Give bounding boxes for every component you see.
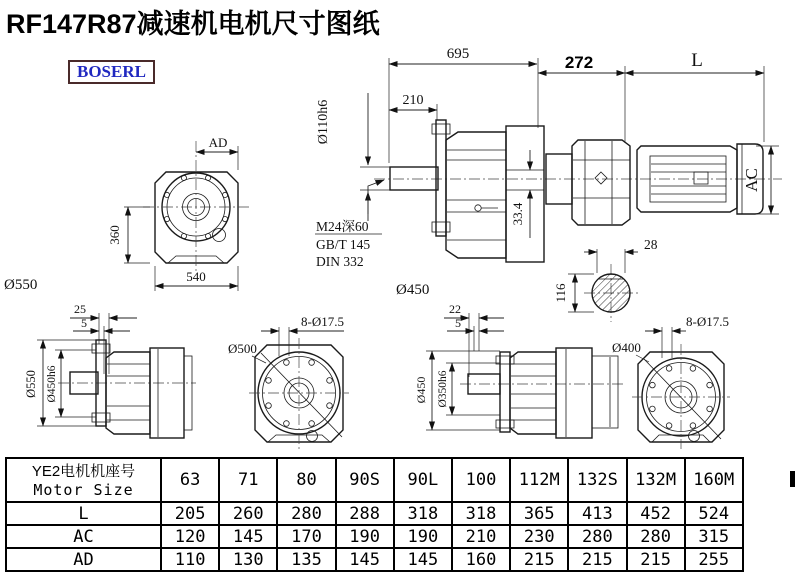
- cell: 190: [394, 525, 452, 548]
- motor-size-header-en: Motor Size: [33, 480, 134, 499]
- front-view: [107, 135, 249, 291]
- cell: 215: [627, 548, 685, 571]
- motor-size-table: [5, 457, 744, 572]
- dim-28: 28: [644, 237, 658, 252]
- brand-logo: BOSERL: [68, 60, 155, 84]
- cell: 145: [336, 548, 394, 571]
- bv1-spigot-dia: Ø450h6: [46, 365, 58, 403]
- standard-gbt: GB/T 145: [316, 237, 371, 252]
- cell: 135: [277, 548, 335, 571]
- dim-25: 25: [74, 302, 86, 316]
- cell: 255: [685, 548, 743, 571]
- cell: 170: [277, 525, 335, 548]
- cell: 130: [219, 548, 277, 571]
- cell: 160: [452, 548, 510, 571]
- col-header: 71: [219, 458, 277, 502]
- cell: 280: [627, 525, 685, 548]
- cell: 280: [277, 502, 335, 525]
- dim-210: 210: [402, 93, 424, 108]
- cell: 524: [685, 502, 743, 525]
- row-label: L: [6, 502, 161, 525]
- cell: 315: [685, 525, 743, 548]
- cell: 230: [510, 525, 568, 548]
- thread-note: M24深60: [316, 219, 369, 234]
- row-label: AC: [6, 525, 161, 548]
- dim-L: L: [691, 50, 703, 71]
- bottom-view-4: [612, 314, 730, 449]
- cell: 215: [568, 548, 626, 571]
- cell: 210: [452, 525, 510, 548]
- dim-272: 272: [564, 53, 594, 72]
- col-header: 90L: [394, 458, 452, 502]
- standard-din: DIN 332: [316, 254, 364, 269]
- col-header: 112M: [510, 458, 568, 502]
- dim-AC: AC: [742, 168, 761, 192]
- cell: 190: [336, 525, 394, 548]
- col-header: 132M: [627, 458, 685, 502]
- table-row-L: [6, 502, 743, 525]
- bv4-flange-dia: Ø400: [612, 340, 641, 355]
- row-label: AD: [6, 548, 161, 571]
- cell: 145: [394, 548, 452, 571]
- cell: 318: [452, 502, 510, 525]
- dim-695: 695: [446, 46, 470, 62]
- cell: 215: [510, 548, 568, 571]
- dim-540: 540: [186, 269, 206, 284]
- bv3-spigot-dia: Ø350h6: [437, 370, 449, 408]
- cell: 413: [568, 502, 626, 525]
- bottom-view-2: [228, 314, 349, 449]
- col-header: 100: [452, 458, 510, 502]
- dim-116: 116: [553, 283, 568, 303]
- cell: 110: [161, 548, 219, 571]
- flange-dia-450: Ø450: [396, 282, 430, 298]
- cell: 145: [219, 525, 277, 548]
- shaft-callout: [4, 93, 429, 298]
- cell: 280: [568, 525, 626, 548]
- dim-5b: 5: [455, 316, 461, 330]
- col-header: 80: [277, 458, 335, 502]
- cell: 288: [336, 502, 394, 525]
- bv3-outer-dia: Ø450: [414, 376, 428, 404]
- bottom-view-3: [414, 302, 624, 438]
- top-dimensions: [389, 46, 779, 238]
- col-header: 132S: [568, 458, 626, 502]
- bv4-bolt-holes: 8-Ø17.5: [686, 314, 729, 329]
- col-header: 160M: [685, 458, 743, 502]
- dim-5: 5: [81, 316, 87, 330]
- shaft-section-view: [553, 237, 658, 322]
- dim-360: 360: [107, 225, 122, 245]
- dim-22: 22: [449, 302, 461, 316]
- cell: 318: [394, 502, 452, 525]
- flange-dia-550: Ø550: [4, 277, 38, 293]
- motor-size-header-cn: YE2电机机座号: [31, 462, 136, 480]
- table-row-AC: [6, 525, 743, 548]
- cell: 452: [627, 502, 685, 525]
- cell: 365: [510, 502, 568, 525]
- cell: 120: [161, 525, 219, 548]
- col-header: 90S: [336, 458, 394, 502]
- bv1-outer-dia: Ø550: [24, 370, 38, 398]
- shaft-diameter-label: Ø110h6: [316, 99, 331, 145]
- dim-AD: AD: [208, 135, 228, 150]
- motor-size-header: [6, 458, 161, 502]
- bv2-bolt-holes: 8-Ø17.5: [301, 314, 344, 329]
- dim-33-4: 33.4: [510, 202, 525, 226]
- edge-artifact-mark: [790, 471, 795, 487]
- table-header-row: [6, 458, 743, 502]
- cell: 205: [161, 502, 219, 525]
- bv2-flange-dia: Ø500: [228, 341, 257, 356]
- bottom-view-1: [24, 302, 196, 438]
- col-header: 63: [161, 458, 219, 502]
- page-title: RF147R87减速机电机尺寸图纸: [6, 9, 380, 39]
- main-assembly-view: [374, 120, 782, 262]
- cell: 260: [219, 502, 277, 525]
- table-row-AD: [6, 548, 743, 571]
